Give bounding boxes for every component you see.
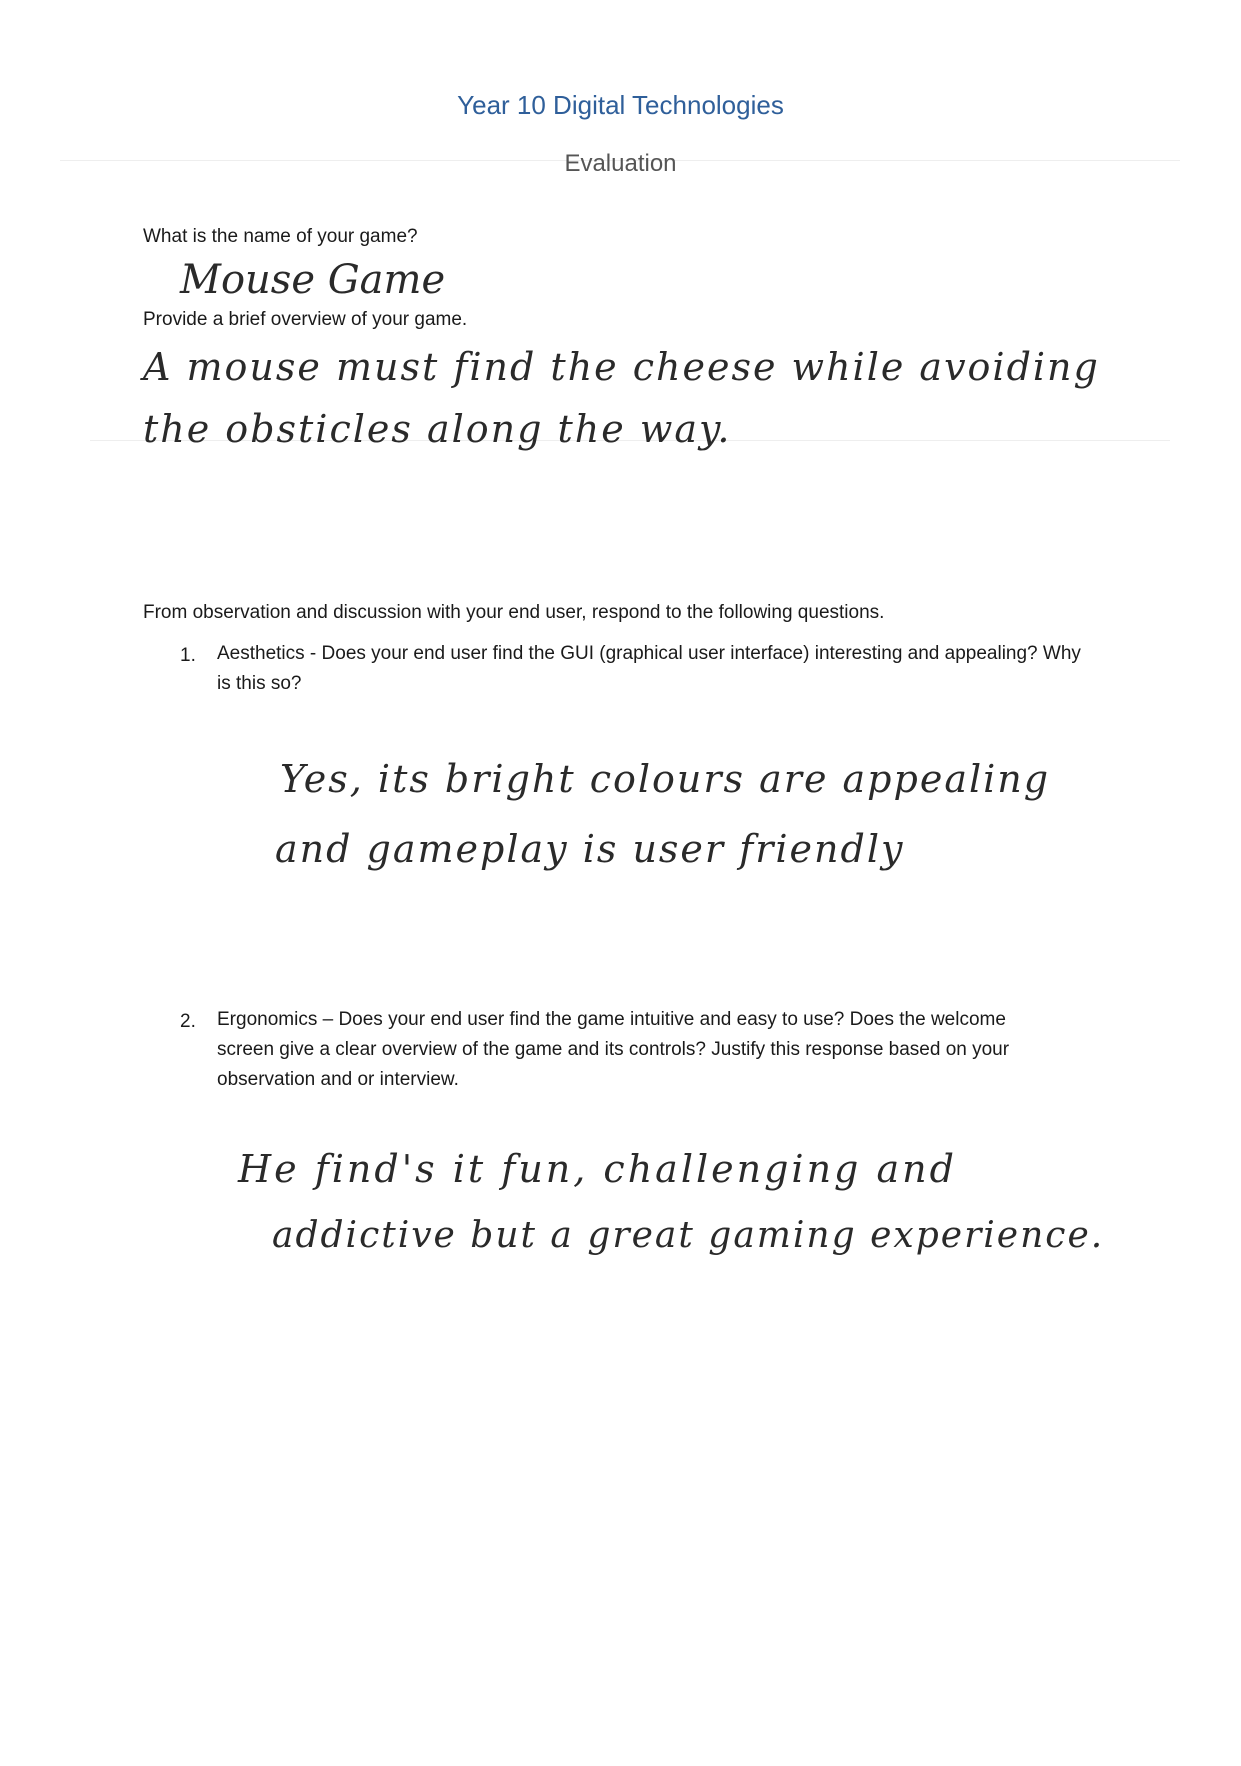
overview-question: Provide a brief overview of your game. [143, 309, 468, 330]
question-2-number: 2. [180, 1011, 196, 1032]
intro-text: From observation and discussion with your end user, respond to the following questions. [143, 602, 885, 623]
question-1-number: 1. [180, 645, 196, 666]
page-subtitle: Evaluation [564, 150, 677, 177]
page-title: Year 10 Digital Technologies [457, 90, 784, 120]
overview-answer-line-1: A mouse must find the cheese while avoiding [143, 345, 1100, 389]
question-2-answer-line-1: He find's it fun, challenging and [238, 1147, 957, 1191]
game-name-answer: Mouse Game [180, 257, 446, 303]
question-1-text: Aesthetics - Does your end user find the GUI (graphical user interface) interesting and appealing? Why is this so? [217, 643, 1081, 694]
overview-answer-line-2: the obsticles along the way. [143, 407, 732, 451]
question-2-answer-line-2: addictive but a great gaming experience. [272, 1215, 1105, 1256]
game-name-question: What is the name of your game? [143, 226, 418, 247]
question-2-text: Ergonomics – Does your end user find the game intuitive and easy to use? Does the welcome screen give a clear overview of the game and its controls? Justify this response based on your observation and or interview. [217, 1009, 1010, 1090]
question-1-answer-line-1: Yes, its bright colours are appealing [280, 757, 1051, 801]
question-1-answer-line-2: and gameplay is user friendly [275, 827, 905, 871]
